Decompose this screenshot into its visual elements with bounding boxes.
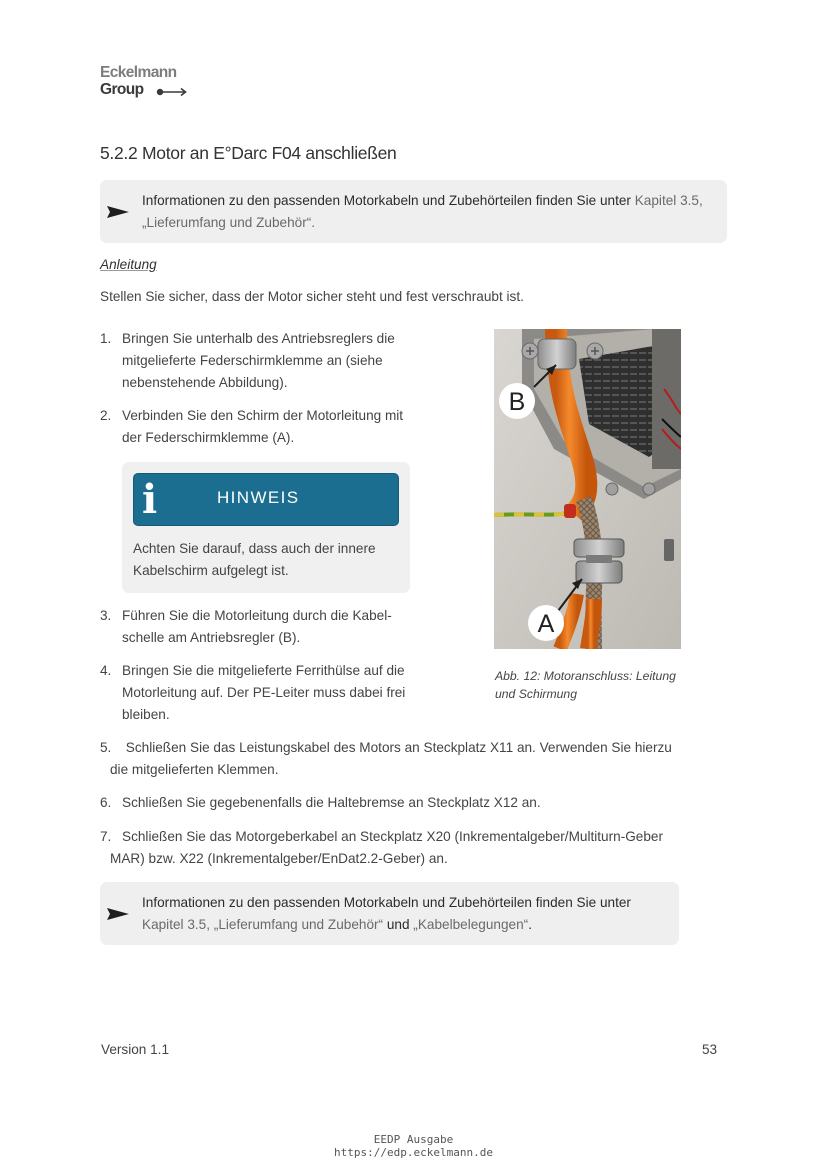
note-bottom-end: . (528, 917, 532, 932)
hint-header (133, 473, 399, 526)
note-bottom-connector: und (383, 917, 414, 932)
step-number: 4. (100, 663, 112, 678)
pointer-arrow-icon (107, 205, 129, 219)
hint-text-line: Kabelschirm aufgelegt ist. (133, 563, 289, 578)
step-text-line: nebenstehende Abbildung). (122, 375, 288, 390)
note-bottom-link-kabelbelegungen[interactable]: „Kabelbelegungen“ (413, 917, 529, 932)
hint-text-line: Achten Sie darauf, dass auch der innere (133, 541, 376, 556)
intro-text: Stellen Sie sicher, dass der Motor sicher steht und fest verschraubt ist. (100, 289, 524, 304)
step-number: 5. (100, 740, 112, 755)
caption-line: Abb. 12: Motoranschluss: Leitung (495, 669, 676, 683)
step-text-line: Bringen Sie unterhalb des Antriebsreglers die (122, 331, 395, 346)
step-text-line: mitgelieferte Federschirmklemme an (siehe (122, 353, 383, 368)
page-number: 53 (702, 1042, 718, 1057)
note-bottom-link-kapitel[interactable]: Kapitel 3.5, „Lieferumfang und Zubehör“ (142, 917, 384, 932)
step-number: 1. (100, 331, 112, 346)
step-number: 2. (100, 408, 112, 423)
hint-label: HINWEIS (217, 488, 300, 507)
step-text-line: die mitgelieferten Klemmen. (110, 762, 279, 777)
note-top-text: Informationen zu den passenden Motorkabeln und Zubehörteilen finden Sie unter (142, 193, 631, 208)
step-number: 6. (100, 795, 112, 810)
photo-illustration (494, 329, 681, 649)
step-text-line: MAR) bzw. X22 (Inkrementalgeber/EnDat2.2-Geber) an. (110, 851, 448, 866)
logo-line-eckelmann: Eckelmann (100, 64, 177, 81)
step-text-line: Verbinden Sie den Schirm der Motorleitung mit (122, 408, 404, 423)
company-logo (100, 65, 200, 101)
step-number: 3. (100, 608, 112, 623)
stamp-url[interactable]: https://edp.eckelmann.de (334, 1146, 493, 1159)
step-text-line: Schließen Sie gegebenenfalls die Haltebremse an Steckplatz X12 an. (122, 795, 541, 810)
step-text-line: bleiben. (122, 707, 170, 722)
footer-version: Version 1.1 (101, 1042, 170, 1057)
step-text-line: Führen Sie die Motorleitung durch die Kabel- (122, 608, 392, 623)
section-title: 5.2.2 Motor an E°Darc F04 anschließen (100, 143, 397, 163)
step-text-line: Motorleitung auf. Der PE-Leiter muss dabei frei (122, 685, 406, 700)
stamp-line: EEDP Ausgabe (373, 1133, 454, 1146)
info-note-bottom (100, 882, 679, 945)
caption-line: und Schirmung (495, 687, 577, 701)
figure-caption (495, 667, 695, 703)
step-text-line: Schließen Sie das Leistungskabel des Motors an Steckplatz X11 an. Verwenden Sie hierzu (122, 740, 672, 755)
callout-b-label: B (508, 388, 526, 416)
step-text-line: schelle am Antriebsregler (B). (122, 630, 301, 645)
note-top-link[interactable]: Kapitel 3.5, (634, 193, 703, 208)
hint-text (133, 538, 399, 582)
callout-a-label: A (537, 610, 555, 638)
instructions-heading: Anleitung (100, 257, 157, 272)
step-text-line: der Federschirmklemme (A). (122, 430, 295, 445)
logo-line-group: Group (100, 81, 144, 98)
note-bottom-text: Informationen zu den passenden Motorkabeln und Zubehörteilen finden Sie unter (142, 895, 631, 910)
step-text-line: Bringen Sie die mitgelieferte Ferrithülse auf die (122, 663, 405, 678)
hint-box (122, 462, 410, 593)
pointer-arrow-icon (107, 907, 129, 921)
note-top-link-cont[interactable]: „Lieferumfang und Zubehör“. (142, 215, 316, 230)
edp-stamp (0, 1133, 827, 1159)
info-icon: i (142, 476, 158, 523)
motor-connection-photo (494, 329, 681, 649)
logo-arrow-icon (156, 87, 188, 97)
step-number: 7. (100, 829, 112, 844)
step-text-line: Schließen Sie das Motorgeberkabel an Steckplatz X20 (Inkrementalgeber/Multiturn-Geber (122, 829, 664, 844)
info-note-top (100, 180, 727, 243)
